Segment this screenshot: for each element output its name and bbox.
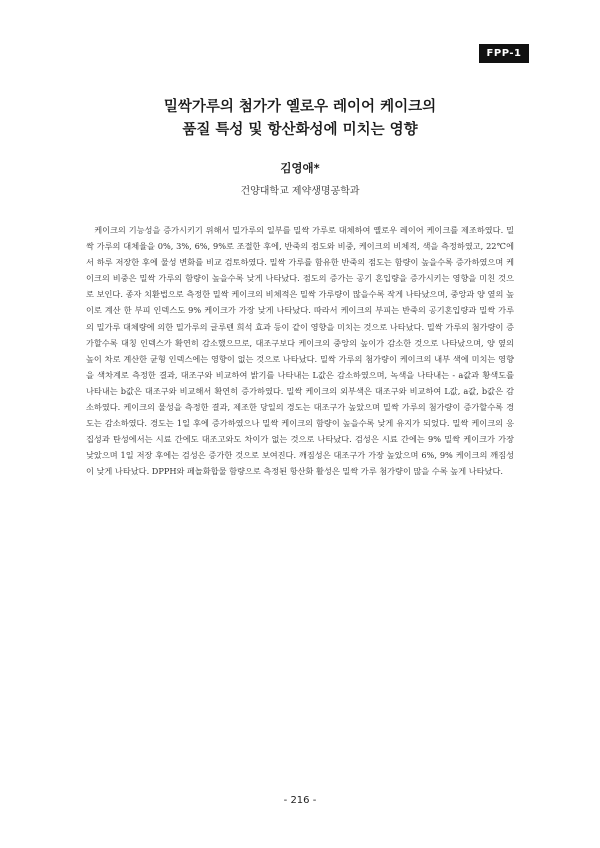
session-code-badge: FPP-1 [479, 44, 529, 63]
author-affiliation: 건양대학교 제약생명공학과 [240, 186, 360, 197]
paper-title [60, 96, 540, 142]
page-number: - 216 - [283, 795, 317, 806]
paper-title-line-2: 품질 특성 및 항산화성에 미치는 영향 [182, 122, 418, 138]
paper-title-line-1: 밀싹가루의 첨가가 옐로우 레이어 케이크의 [163, 99, 437, 115]
abstract-body: 케이크의 기능성을 증가시키기 위해서 밀가루의 일부를 밀싹 가루로 대체하여 옐로우 레이어 케이크를 제조하였다. 밀싹 가루의 대체율을 0%, 3%, 6%, 9%로 조절한 후에, 반죽의 점도와 비중, 케이크의 비체적, 색을 측정하였고, 22℃에서 하루 저장한 후에 물성 변화를 비교 검토하였다. 밀싹 가루를 함유한 반죽의 점도는 함량이 높을수록 증가하였으며 케이크의 비중은 밀싹 가루의 함량이 높을수록 낮게 나타났다. 점도의 증가는 공기 혼입량을 증가시키는 영향을 미친 것으로 보인다. 종자 치환법으로 측정한 밀싹 케이크의 비체적은 밀싹 가루량이 많을수록 작게 나타났으며, 중앙과 양 옆의 높이로 계산 한 부피 인덱스도 9% 케이크가 가장 낮게 나타났다. 따라서 케이크의 부피는 반죽의 공기혼입량과 밀싹 가루의 밀가루 대체량에 의한 밀가루의 글루텐 희석 효과 등이 같이 영향을 미치는 것으로 나타났다. 밀싹 가루의 첨가량이 증가할수록 대칭 인덱스가 확연히 감소했으므로, 대조구보다 케이크의 중앙의 높이가 감소한 것으로 나타났으며, 양 옆의 높이 차로 계산한 균형 인덱스에는 영향이 없는 것으로 나타났다. 밀싹 가루의 첨가량이 케이크의 내부 색에 미치는 영향을 색차계로 측정한 결과, 대조구와 비교하여 밝기를 나타내는 L값은 감소하였으며, 녹색을 나타내는 - a값과 황색도를 나타내는 b값은 대조구와 비교해서 확연히 증가하였다. 밀싹 케이크의 외부색은 대조구와 비교하여 L값, a값, b값은 감소하였다. 케이크의 물성을 측정한 결과, 제조한 당일의 경도는 대조구가 높았으며 밀싹 가루의 첨가량이 증가할수록 경도는 감소하였다. 경도는 1일 후에 증가하였으나 밀싹 케이크의 함량이 높을수록 낮게 유지가 되었다. 밀싹 케이크의 응집성과 탄성에서는 시료 간에도 대조고와도 차이가 없는 것으로 나타났다. 검성은 시료 간에는 9% 밀싹 케이크가 가장 낮았으며 1일 저장 후에는 검성은 증가한 것으로 보여진다. 깨짐성은 대조구가 가장 높았으며 6%, 9% 케이크의 깨짐성이 낮게 나타났다. DPPH와 페놀화합물 함량으로 측정된 항산화 활성은 밀싹 가루 첨가량이 많을 수록 높게 나타났다. [86, 225, 514, 477]
author-name: 김영애* [280, 161, 320, 175]
